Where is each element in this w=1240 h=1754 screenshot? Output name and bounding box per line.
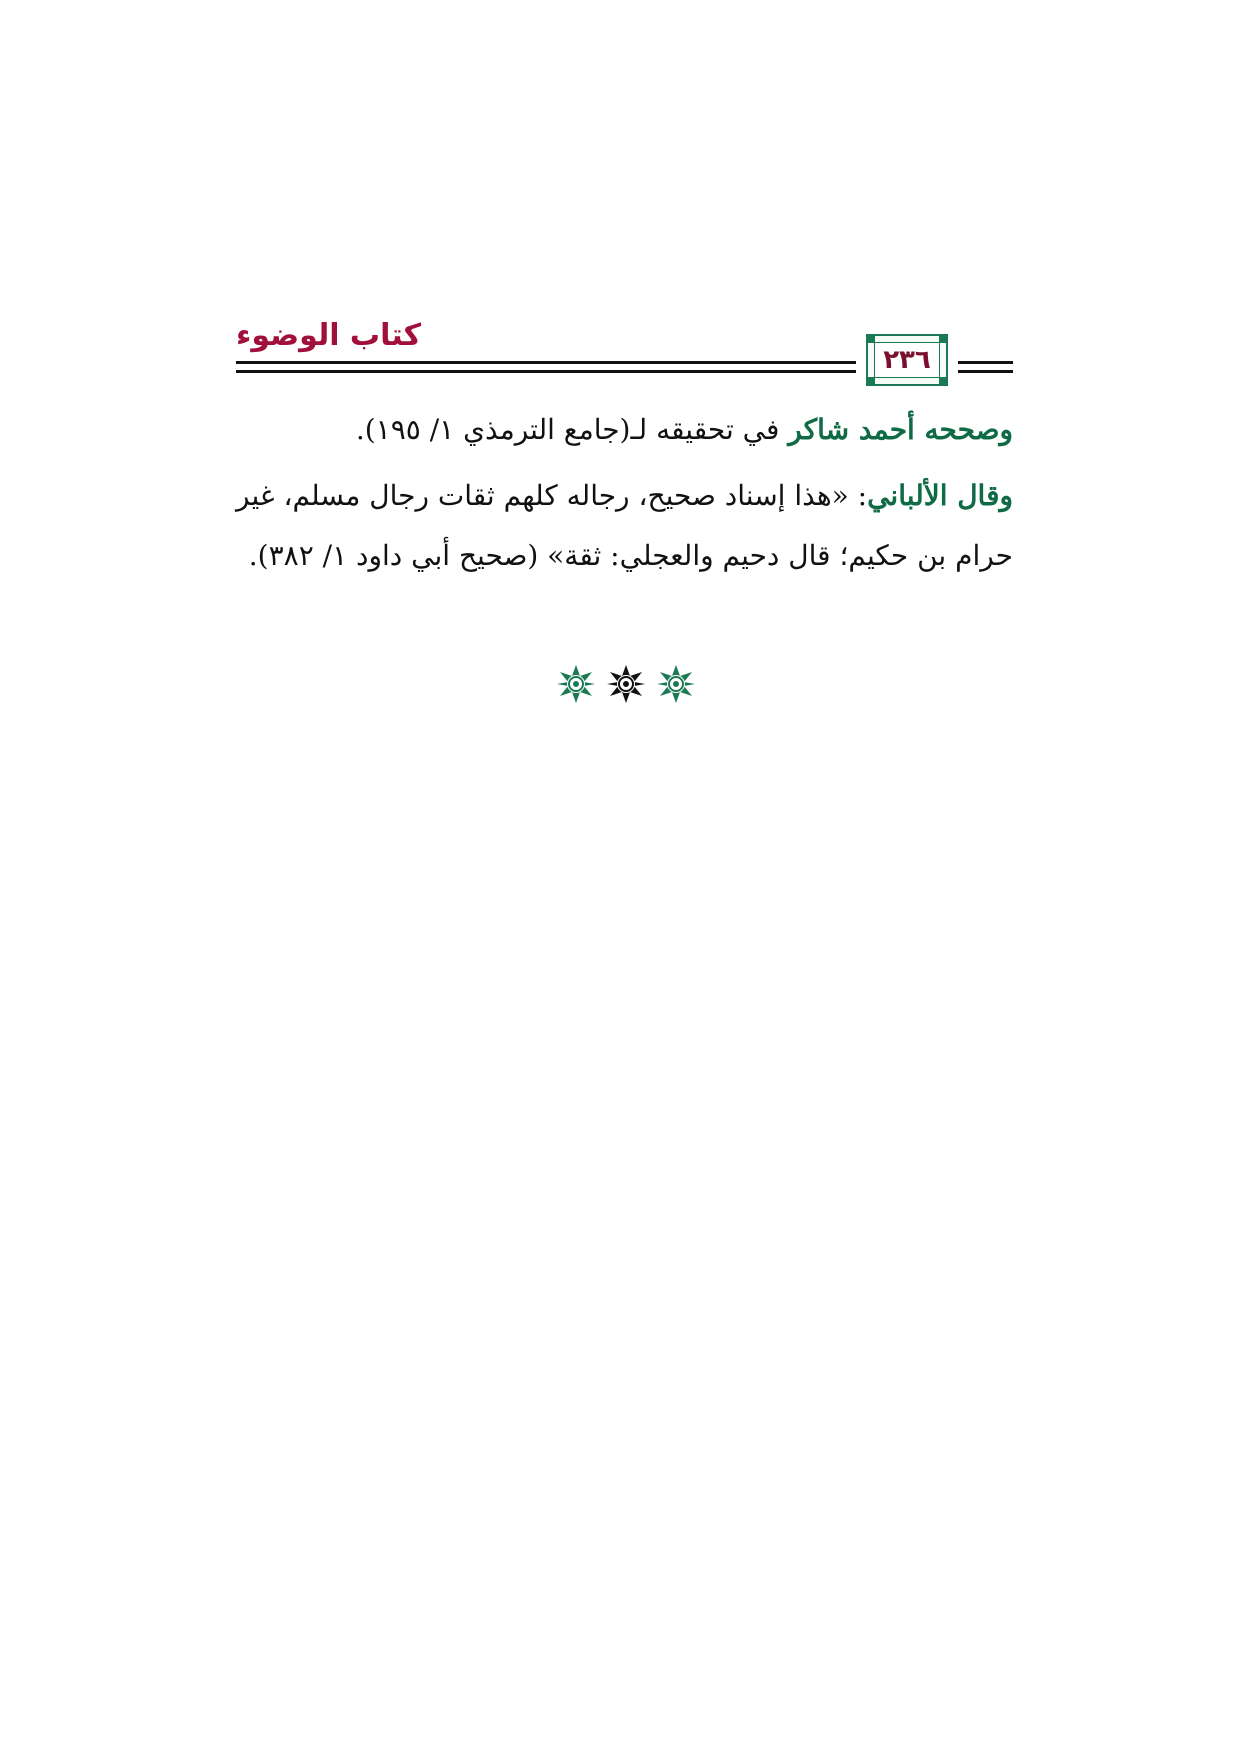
paragraph-authentication-shakir bbox=[236, 400, 1013, 460]
body-text bbox=[236, 400, 1013, 586]
header-rule-short-top bbox=[958, 361, 1013, 364]
green-star-ornament-icon bbox=[656, 664, 696, 704]
section-end-ornaments bbox=[556, 664, 696, 708]
page-header bbox=[236, 318, 1013, 388]
page-number: ٢٣٦ bbox=[883, 345, 931, 375]
paragraph-text: : «هذا إسناد صحيح، رجاله كلهم ثقات رجال مسلم، غير حرام بن حكيم؛ قال دحيم والعجلي: ثقة» (صحيح أبي داود ١/ ٣٨٢). bbox=[236, 479, 1013, 572]
black-star-ornament-icon bbox=[606, 664, 646, 704]
header-rule-top bbox=[236, 361, 856, 364]
header-rule-short-bottom bbox=[958, 370, 1013, 373]
book-title: كتاب الوضوء bbox=[236, 318, 422, 353]
page-number-frame bbox=[866, 334, 948, 386]
paragraph-albani-quote bbox=[236, 466, 1013, 586]
green-star-ornament-icon bbox=[556, 664, 596, 704]
highlight-name: وقال الألباني bbox=[867, 479, 1013, 512]
paragraph-text: في تحقيقه لـ(جامع الترمذي ١/ ١٩٥). bbox=[355, 413, 789, 446]
highlight-name: وصححه أحمد شاكر bbox=[788, 413, 1013, 446]
header-rule-bottom bbox=[236, 370, 856, 373]
